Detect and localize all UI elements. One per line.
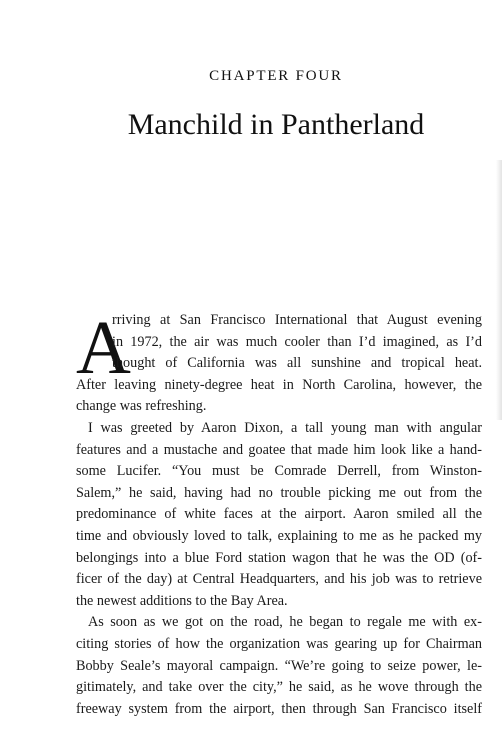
text-line: change was refreshing. — [76, 398, 207, 415]
text-line: time and obviously loved to talk, explaining to me as he packed my — [76, 527, 482, 544]
text-line: thought of California was all sunshine and tropical heat. — [112, 355, 482, 372]
drop-cap: A — [76, 306, 131, 390]
text-line: gitimately, and take over the city,” he said, as he wove through the — [76, 679, 482, 696]
text-line: citing stories of how the organization was gearing up for Chairman — [76, 635, 482, 652]
text-line: some Lucifer. “You must be Comrade Derrell, from Winston- — [76, 463, 482, 480]
chapter-number-label: CHAPTER FOUR — [209, 68, 343, 84]
text-line: As soon as we got on the road, he began to regale me with ex- — [88, 614, 482, 631]
text-line: Salem,” he said, having had no trouble picking me out from the — [76, 484, 482, 501]
text-line: Bobby Seale’s mayoral campaign. “We’re going to seize power, le- — [76, 657, 482, 674]
body-text — [76, 306, 482, 720]
paragraph-1 — [76, 306, 482, 418]
text-line: predominance of white faces at the airport. Aaron smiled all the — [76, 506, 482, 523]
text-line: rriving at San Francisco International that August evening — [112, 312, 482, 328]
paragraph-3 — [76, 612, 482, 720]
text-line: ficer of the day) at Central Headquarters, and his job was to retrieve — [76, 571, 482, 588]
text-line: the newest additions to the Bay Area. — [76, 592, 288, 609]
chapter-title: Manchild in Pantherland — [127, 108, 425, 141]
text-line: I was greeted by Aaron Dixon, a tall young man with angular — [88, 419, 482, 436]
text-line: in 1972, the air was much cooler than I’d imagined, as I’d — [112, 333, 482, 350]
text-line: After leaving ninety-degree heat in North Carolina, however, the — [76, 376, 482, 393]
text-line: belongings into a blue Ford station wagon that he was the OD (of- — [76, 549, 482, 566]
page-edge-shadow — [496, 160, 502, 420]
paragraph-2 — [76, 418, 482, 612]
text-line: features and a mustache and goatee that made him look like a hand- — [76, 441, 482, 458]
text-line: freeway system from the airport, then through San Francisco itself — [76, 700, 482, 717]
